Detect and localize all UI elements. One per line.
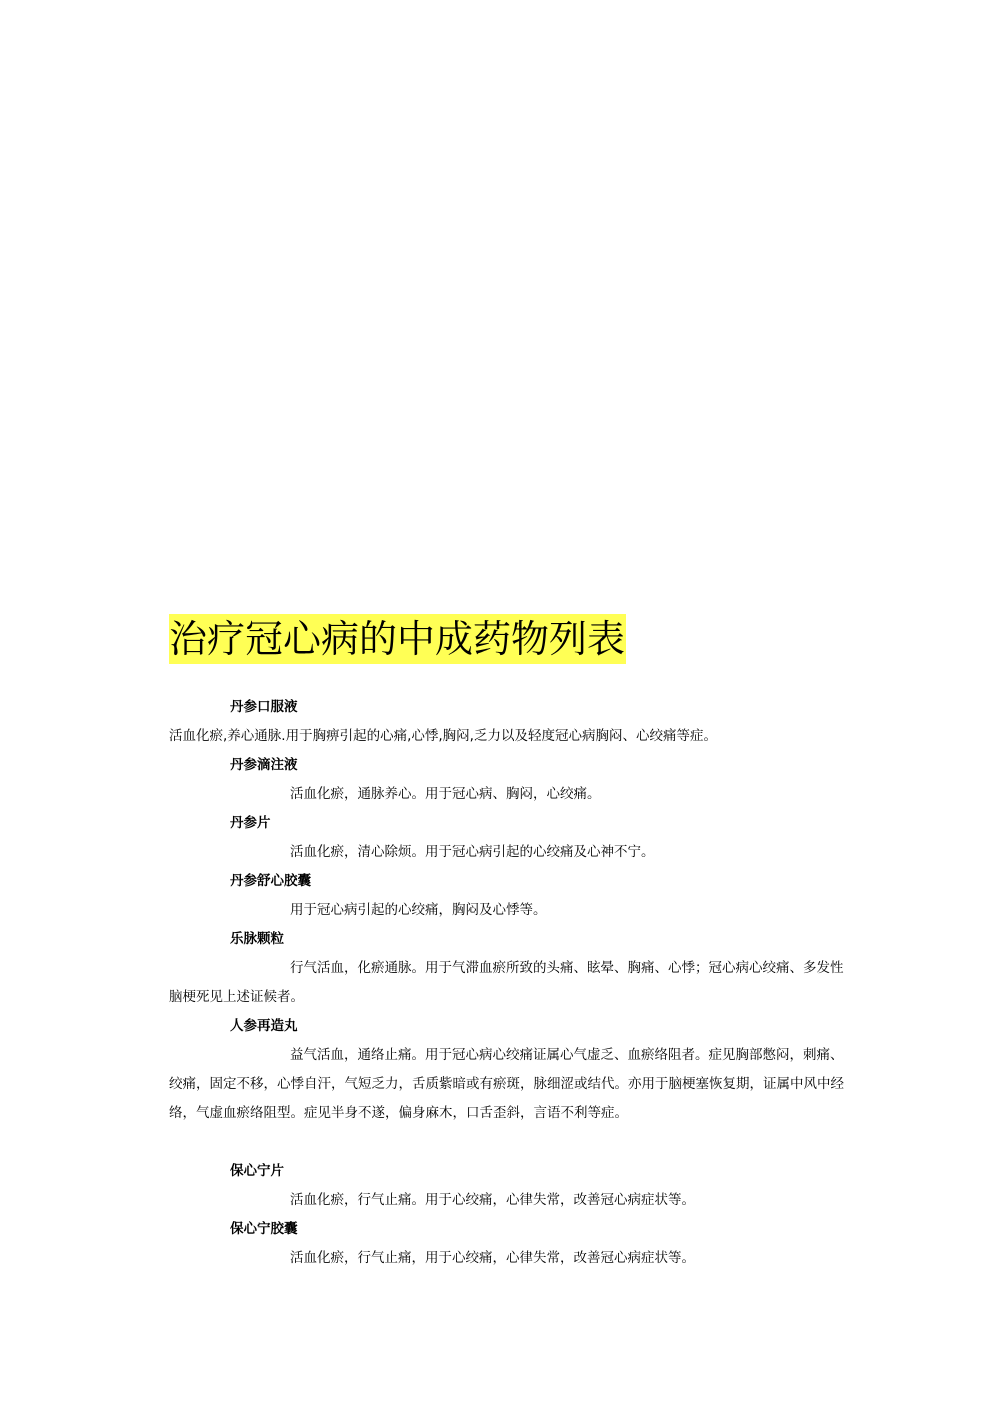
medicine-description: 活血化瘀，清心除烦。用于冠心病引起的心绞痛及心神不宁。 xyxy=(290,844,655,860)
medicine-name: 保心宁片 xyxy=(230,1163,284,1179)
medicine-description: 活血化瘀，通脉养心。用于冠心病、胸闷，心绞痛。 xyxy=(290,786,601,802)
paragraph-spacer xyxy=(169,1128,849,1157)
medicine-name: 丹参滴注液 xyxy=(230,757,298,773)
medicine-description: 用于冠心病引起的心绞痛，胸闷及心悸等。 xyxy=(290,902,547,918)
medicine-name: 丹参片 xyxy=(230,815,271,831)
medicine-description: 益气活血，通络止痛。用于冠心病心绞痛证属心气虚乏、血瘀络阻者。症见胸部憋闷，刺痛、绞痛，固定不移，心悸自汗，气短乏力，舌质紫暗或有瘀斑，脉细涩或结代。亦用于脑梗塞恢复期，证属中风中经络，气虚血瘀络阻型。症见半身不遂，偏身麻木，口舌歪斜，言语不利等症。 xyxy=(169,1047,844,1121)
medicine-name: 丹参口服液 xyxy=(230,699,298,715)
document-title: 治疗冠心病的中成药物列表 xyxy=(169,614,626,664)
medicine-description: 活血化瘀,养心通脉.用于胸痹引起的心痛,心悸,胸闷,乏力以及轻度冠心病胸闷、心绞痛等症。 xyxy=(169,728,717,744)
medicine-name: 丹参舒心胶囊 xyxy=(230,873,311,889)
medicine-name: 乐脉颗粒 xyxy=(230,931,284,947)
medicine-description: 活血化瘀，行气止痛。用于心绞痛，心律失常，改善冠心病症状等。 xyxy=(290,1192,695,1208)
medicine-description: 行气活血，化瘀通脉。用于气滞血瘀所致的头痛、眩晕、胸痛、心悸；冠心病心绞痛、多发性脑梗死见上述证候者。 xyxy=(169,960,844,1005)
medicine-list xyxy=(169,693,849,1273)
medicine-name: 保心宁胶囊 xyxy=(230,1221,298,1237)
medicine-name: 人参再造丸 xyxy=(230,1018,298,1034)
medicine-description: 活血化瘀，行气止痛，用于心绞痛，心律失常，改善冠心病症状等。 xyxy=(290,1250,695,1266)
